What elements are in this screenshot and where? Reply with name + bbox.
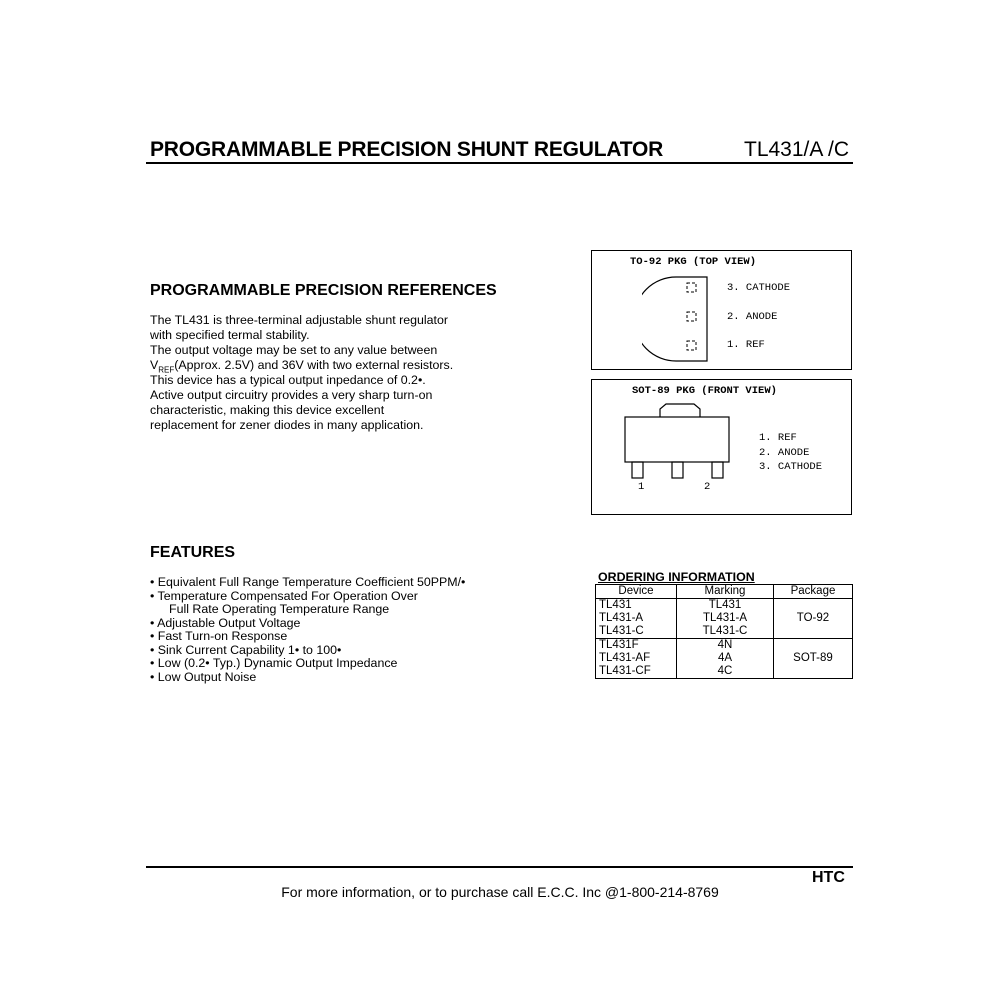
desc-line-6: Active output circuitry provides a very sharp turn-on	[150, 388, 433, 402]
to92-package-outline-icon	[642, 275, 722, 365]
desc-line-1: The TL431 is three-terminal adjustable shunt regulator	[150, 313, 449, 327]
to92-title: TO-92 PKG (TOP VIEW)	[630, 256, 757, 268]
table-row	[596, 639, 853, 679]
feature-item: Full Rate Operating Temperature Range	[169, 602, 390, 616]
marking-value: 4A	[717, 652, 733, 664]
package-cell: TO-92	[774, 599, 853, 639]
desc-line-5: This device has a typical output inpedance of 0.2•.	[150, 373, 426, 387]
sot89-title: SOT-89 PKG (FRONT VIEW)	[632, 385, 777, 397]
references-heading: PROGRAMMABLE PRECISION REFERENCES	[150, 282, 497, 299]
feature-item: • Temperature Compensated For Operation Over	[150, 588, 418, 603]
features-list	[150, 576, 465, 684]
device-value: TL431F	[599, 639, 639, 651]
part-number: TL431/A /C	[744, 138, 850, 161]
header-rule	[146, 162, 853, 164]
desc-line-2: with specified termal stability.	[150, 328, 310, 342]
sot89-pin-3: 3. CATHODE	[759, 461, 823, 473]
device-value: TL431-C	[599, 625, 644, 637]
table-row	[596, 599, 853, 639]
references-description	[150, 313, 550, 433]
sot89-pin-2: 2. ANODE	[759, 447, 810, 459]
desc-line-3: The output voltage may be set to any value between	[150, 343, 438, 357]
marking-value: TL431	[708, 599, 742, 611]
marking-cell	[677, 599, 774, 639]
table-header-row	[596, 585, 853, 599]
marking-cell	[677, 639, 774, 679]
desc-line-8: replacement for zener diodes in many application.	[150, 418, 424, 432]
sot89-lead-1: 1	[638, 481, 645, 493]
marking-value: 4N	[717, 639, 733, 651]
device-cell	[596, 599, 677, 639]
brand-mark: HTC	[812, 869, 845, 886]
device-cell	[596, 639, 677, 679]
feature-item: • Low (0.2• Typ.) Dynamic Output Impedance	[150, 656, 398, 670]
sot89-lead-2: 2	[704, 481, 711, 493]
feature-item: • Adjustable Output Voltage	[150, 615, 301, 630]
device-value: TL431-AF	[599, 652, 651, 664]
feature-item: • Sink Current Capability 1• to 100•	[150, 642, 342, 657]
marking-value: TL431-C	[702, 625, 748, 637]
vref-text: (Approx. 2.5V) and 36V with two external resistors.	[174, 358, 454, 372]
ordering-title: ORDERING INFORMATION	[598, 570, 755, 584]
footer-contact: For more information, or to purchase call E.C.C. Inc @1-800-214-8769	[281, 884, 719, 900]
to92-pin-3: 3. CATHODE	[727, 282, 791, 294]
sot89-package-outline-icon	[622, 402, 732, 482]
ordering-table	[595, 584, 853, 679]
device-value: TL431-A	[599, 612, 644, 624]
feature-item: • Low Output Noise	[150, 669, 257, 684]
column-header-marking: Marking	[677, 585, 774, 599]
feature-item: • Equivalent Full Range Temperature Coefficient 50PPM/•	[150, 575, 466, 589]
device-value: TL431-CF	[599, 665, 651, 677]
desc-line-4	[150, 358, 550, 373]
feature-item: • Fast Turn-on Response	[150, 629, 288, 643]
marking-value: 4C	[717, 665, 733, 677]
document-title: PROGRAMMABLE PRECISION SHUNT REGULATOR	[150, 138, 664, 161]
package-cell: SOT-89	[774, 639, 853, 679]
desc-line-7: characteristic, making this device excellent	[150, 403, 385, 417]
footer-rule	[146, 866, 853, 868]
device-value: TL431	[599, 599, 632, 611]
vref-symbol: V	[150, 358, 159, 372]
to92-package-box	[591, 250, 852, 370]
column-header-device: Device	[596, 585, 677, 599]
column-header-package: Package	[774, 585, 853, 599]
marking-value: TL431-A	[702, 612, 748, 624]
vref-subscript: REF	[158, 365, 175, 375]
sot89-package-box	[591, 379, 852, 515]
to92-pin-2: 2. ANODE	[727, 311, 778, 323]
features-heading: FEATURES	[150, 544, 236, 561]
to92-pin-1: 1. REF	[727, 339, 765, 351]
sot89-pin-1: 1. REF	[759, 432, 797, 444]
